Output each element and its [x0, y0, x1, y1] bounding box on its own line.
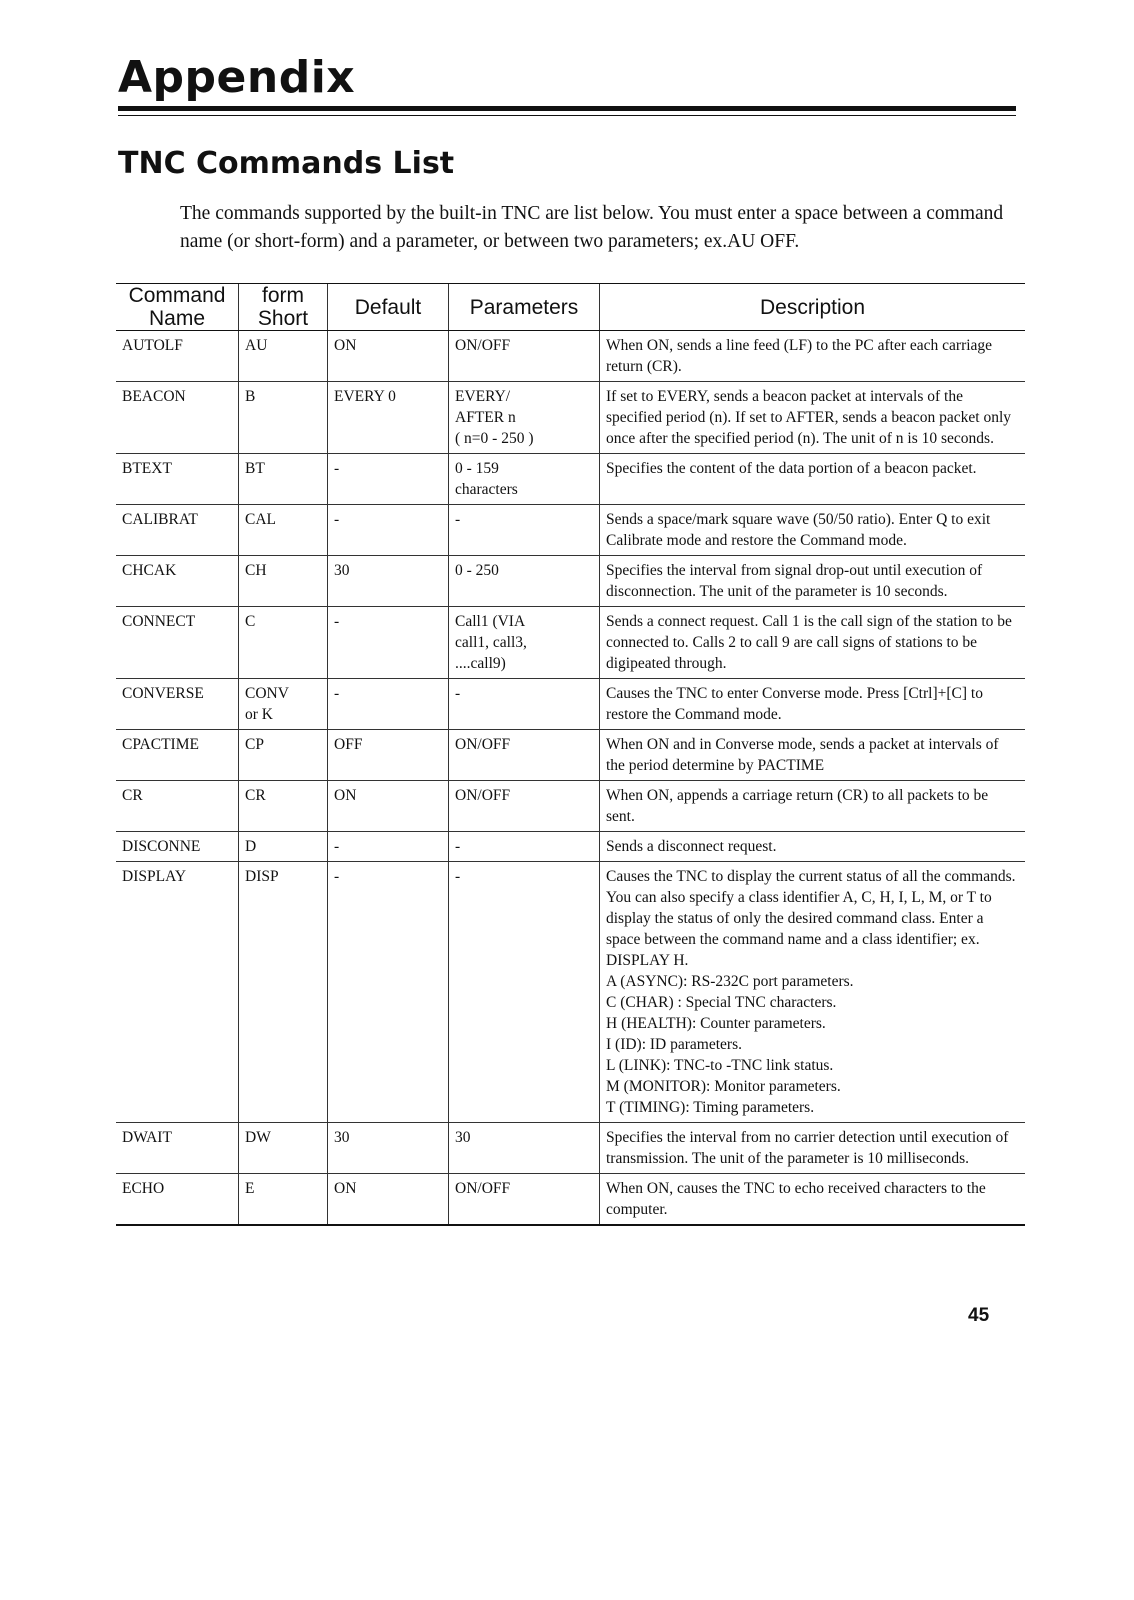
cell-command-name: DISCONNE	[116, 832, 239, 862]
cell-parameters: 0 - 250	[449, 556, 600, 607]
cell-command-name: CHCAK	[116, 556, 239, 607]
cell-parameters: -	[449, 679, 600, 730]
table-row	[116, 607, 1025, 679]
cell-description: Causes the TNC to enter Converse mode. Press [Ctrl]+[C] to restore the Command mode.	[600, 679, 1026, 730]
cell-short-form: CH	[239, 556, 328, 607]
cell-default: ON	[328, 781, 449, 832]
cell-command-name: CR	[116, 781, 239, 832]
cell-command-name: CPACTIME	[116, 730, 239, 781]
table-row	[116, 730, 1025, 781]
cell-short-form: D	[239, 832, 328, 862]
cell-short-form: DISP	[239, 862, 328, 1123]
cell-parameters: ON/OFF	[449, 1174, 600, 1226]
cell-description: Specifies the interval from signal drop-out until execution of disconnection. The unit of the parameter is 10 seconds.	[600, 556, 1026, 607]
cell-short-form: CAL	[239, 505, 328, 556]
table-row	[116, 781, 1025, 832]
cell-parameters: -	[449, 862, 600, 1123]
cell-command-name: AUTOLF	[116, 331, 239, 382]
table-row	[116, 862, 1025, 1123]
appendix-title: Appendix	[118, 52, 356, 103]
cell-default: EVERY 0	[328, 382, 449, 454]
cell-command-name: CONNECT	[116, 607, 239, 679]
cell-parameters: ON/OFF	[449, 331, 600, 382]
cell-default: -	[328, 505, 449, 556]
cell-short-form: CONV or K	[239, 679, 328, 730]
cell-short-form: BT	[239, 454, 328, 505]
cell-default: 30	[328, 556, 449, 607]
cell-default: ON	[328, 331, 449, 382]
title-rule-thin	[118, 115, 1016, 116]
cell-command-name: CONVERSE	[116, 679, 239, 730]
table-row	[116, 832, 1025, 862]
cell-description: When ON and in Converse mode, sends a packet at intervals of the period determine by PACTIME	[600, 730, 1026, 781]
cell-short-form: CP	[239, 730, 328, 781]
cell-parameters: 30	[449, 1123, 600, 1174]
table-row	[116, 505, 1025, 556]
table-row	[116, 556, 1025, 607]
header-short-form: form Short	[239, 284, 328, 331]
intro-paragraph: The commands supported by the built-in TNC are list below. You must enter a space between a command name (or short-form) and a parameter, or between two parameters; ex.AU OFF.	[180, 203, 1004, 252]
cell-description: When ON, appends a carriage return (CR) to all packets to be sent.	[600, 781, 1026, 832]
cell-description: Sends a connect request. Call 1 is the call sign of the station to be connected to. Calls 2 to call 9 are call signs of stations to be digipeated through.	[600, 607, 1026, 679]
cell-command-name: DWAIT	[116, 1123, 239, 1174]
cell-short-form: B	[239, 382, 328, 454]
header-default: Default	[328, 284, 449, 331]
table-row	[116, 1123, 1025, 1174]
table-row	[116, 454, 1025, 505]
header-command-name: Command Name	[116, 284, 239, 331]
cell-command-name: BEACON	[116, 382, 239, 454]
page-number: 45	[968, 1305, 990, 1326]
cell-short-form: AU	[239, 331, 328, 382]
cell-description: Specifies the interval from no carrier detection until execution of transmission. The unit of the parameter is 10 milliseconds.	[600, 1123, 1026, 1174]
table-row	[116, 1174, 1025, 1226]
cell-description: When ON, causes the TNC to echo received characters to the computer.	[600, 1174, 1026, 1226]
table-row	[116, 382, 1025, 454]
table-row	[116, 679, 1025, 730]
cell-default: -	[328, 607, 449, 679]
cell-command-name: CALIBRAT	[116, 505, 239, 556]
cell-short-form: DW	[239, 1123, 328, 1174]
cell-short-form: E	[239, 1174, 328, 1226]
cell-default: -	[328, 679, 449, 730]
cell-parameters: ON/OFF	[449, 781, 600, 832]
cell-command-name: ECHO	[116, 1174, 239, 1226]
section-title: TNC Commands List	[118, 146, 455, 181]
cell-parameters: Call1 (VIA call1, call3, ....call9)	[449, 607, 600, 679]
cell-description: Specifies the content of the data portion of a beacon packet.	[600, 454, 1026, 505]
table-header-row	[116, 284, 1025, 331]
cell-default: 30	[328, 1123, 449, 1174]
header-description: Description	[600, 284, 1026, 331]
title-rule-thick	[118, 106, 1016, 111]
cell-description: If set to EVERY, sends a beacon packet at intervals of the specified period (n). If set to AFTER, sends a beacon packet only once after the specified period (n). The unit of n is 10 seconds.	[600, 382, 1026, 454]
table-row	[116, 331, 1025, 382]
cell-command-name: BTEXT	[116, 454, 239, 505]
cell-default: -	[328, 862, 449, 1123]
header-parameters: Parameters	[449, 284, 600, 331]
cell-short-form: CR	[239, 781, 328, 832]
cell-parameters: -	[449, 505, 600, 556]
cell-description: Sends a disconnect request.	[600, 832, 1026, 862]
cell-description: Sends a space/mark square wave (50/50 ratio). Enter Q to exit Calibrate mode and restore the Command mode.	[600, 505, 1026, 556]
cell-parameters: -	[449, 832, 600, 862]
cell-default: ON	[328, 1174, 449, 1226]
cell-short-form: C	[239, 607, 328, 679]
cell-parameters: EVERY/ AFTER n ( n=0 - 250 )	[449, 382, 600, 454]
cell-default: -	[328, 454, 449, 505]
cell-description: Causes the TNC to display the current status of all the commands. You can also specify a class identifier A, C, H, I, L, M, or T to display the status of only the desired command class. Enter a space between the command name and a class identifier; ex. DISPLAY H. A (ASYNC): RS-232C port parameters. C (CHAR) : Special TNC characters. H (HEALTH): Counter parameters. I (ID): ID parameters. L (LINK): TNC-to -TNC link status. M (MONITOR): Monitor parameters. T (TIMING): Timing parameters.	[600, 862, 1026, 1123]
cell-description: When ON, sends a line feed (LF) to the PC after each carriage return (CR).	[600, 331, 1026, 382]
cell-default: OFF	[328, 730, 449, 781]
cell-default: -	[328, 832, 449, 862]
cell-parameters: 0 - 159 characters	[449, 454, 600, 505]
cell-command-name: DISPLAY	[116, 862, 239, 1123]
cell-parameters: ON/OFF	[449, 730, 600, 781]
tnc-commands-table	[116, 283, 1025, 1226]
